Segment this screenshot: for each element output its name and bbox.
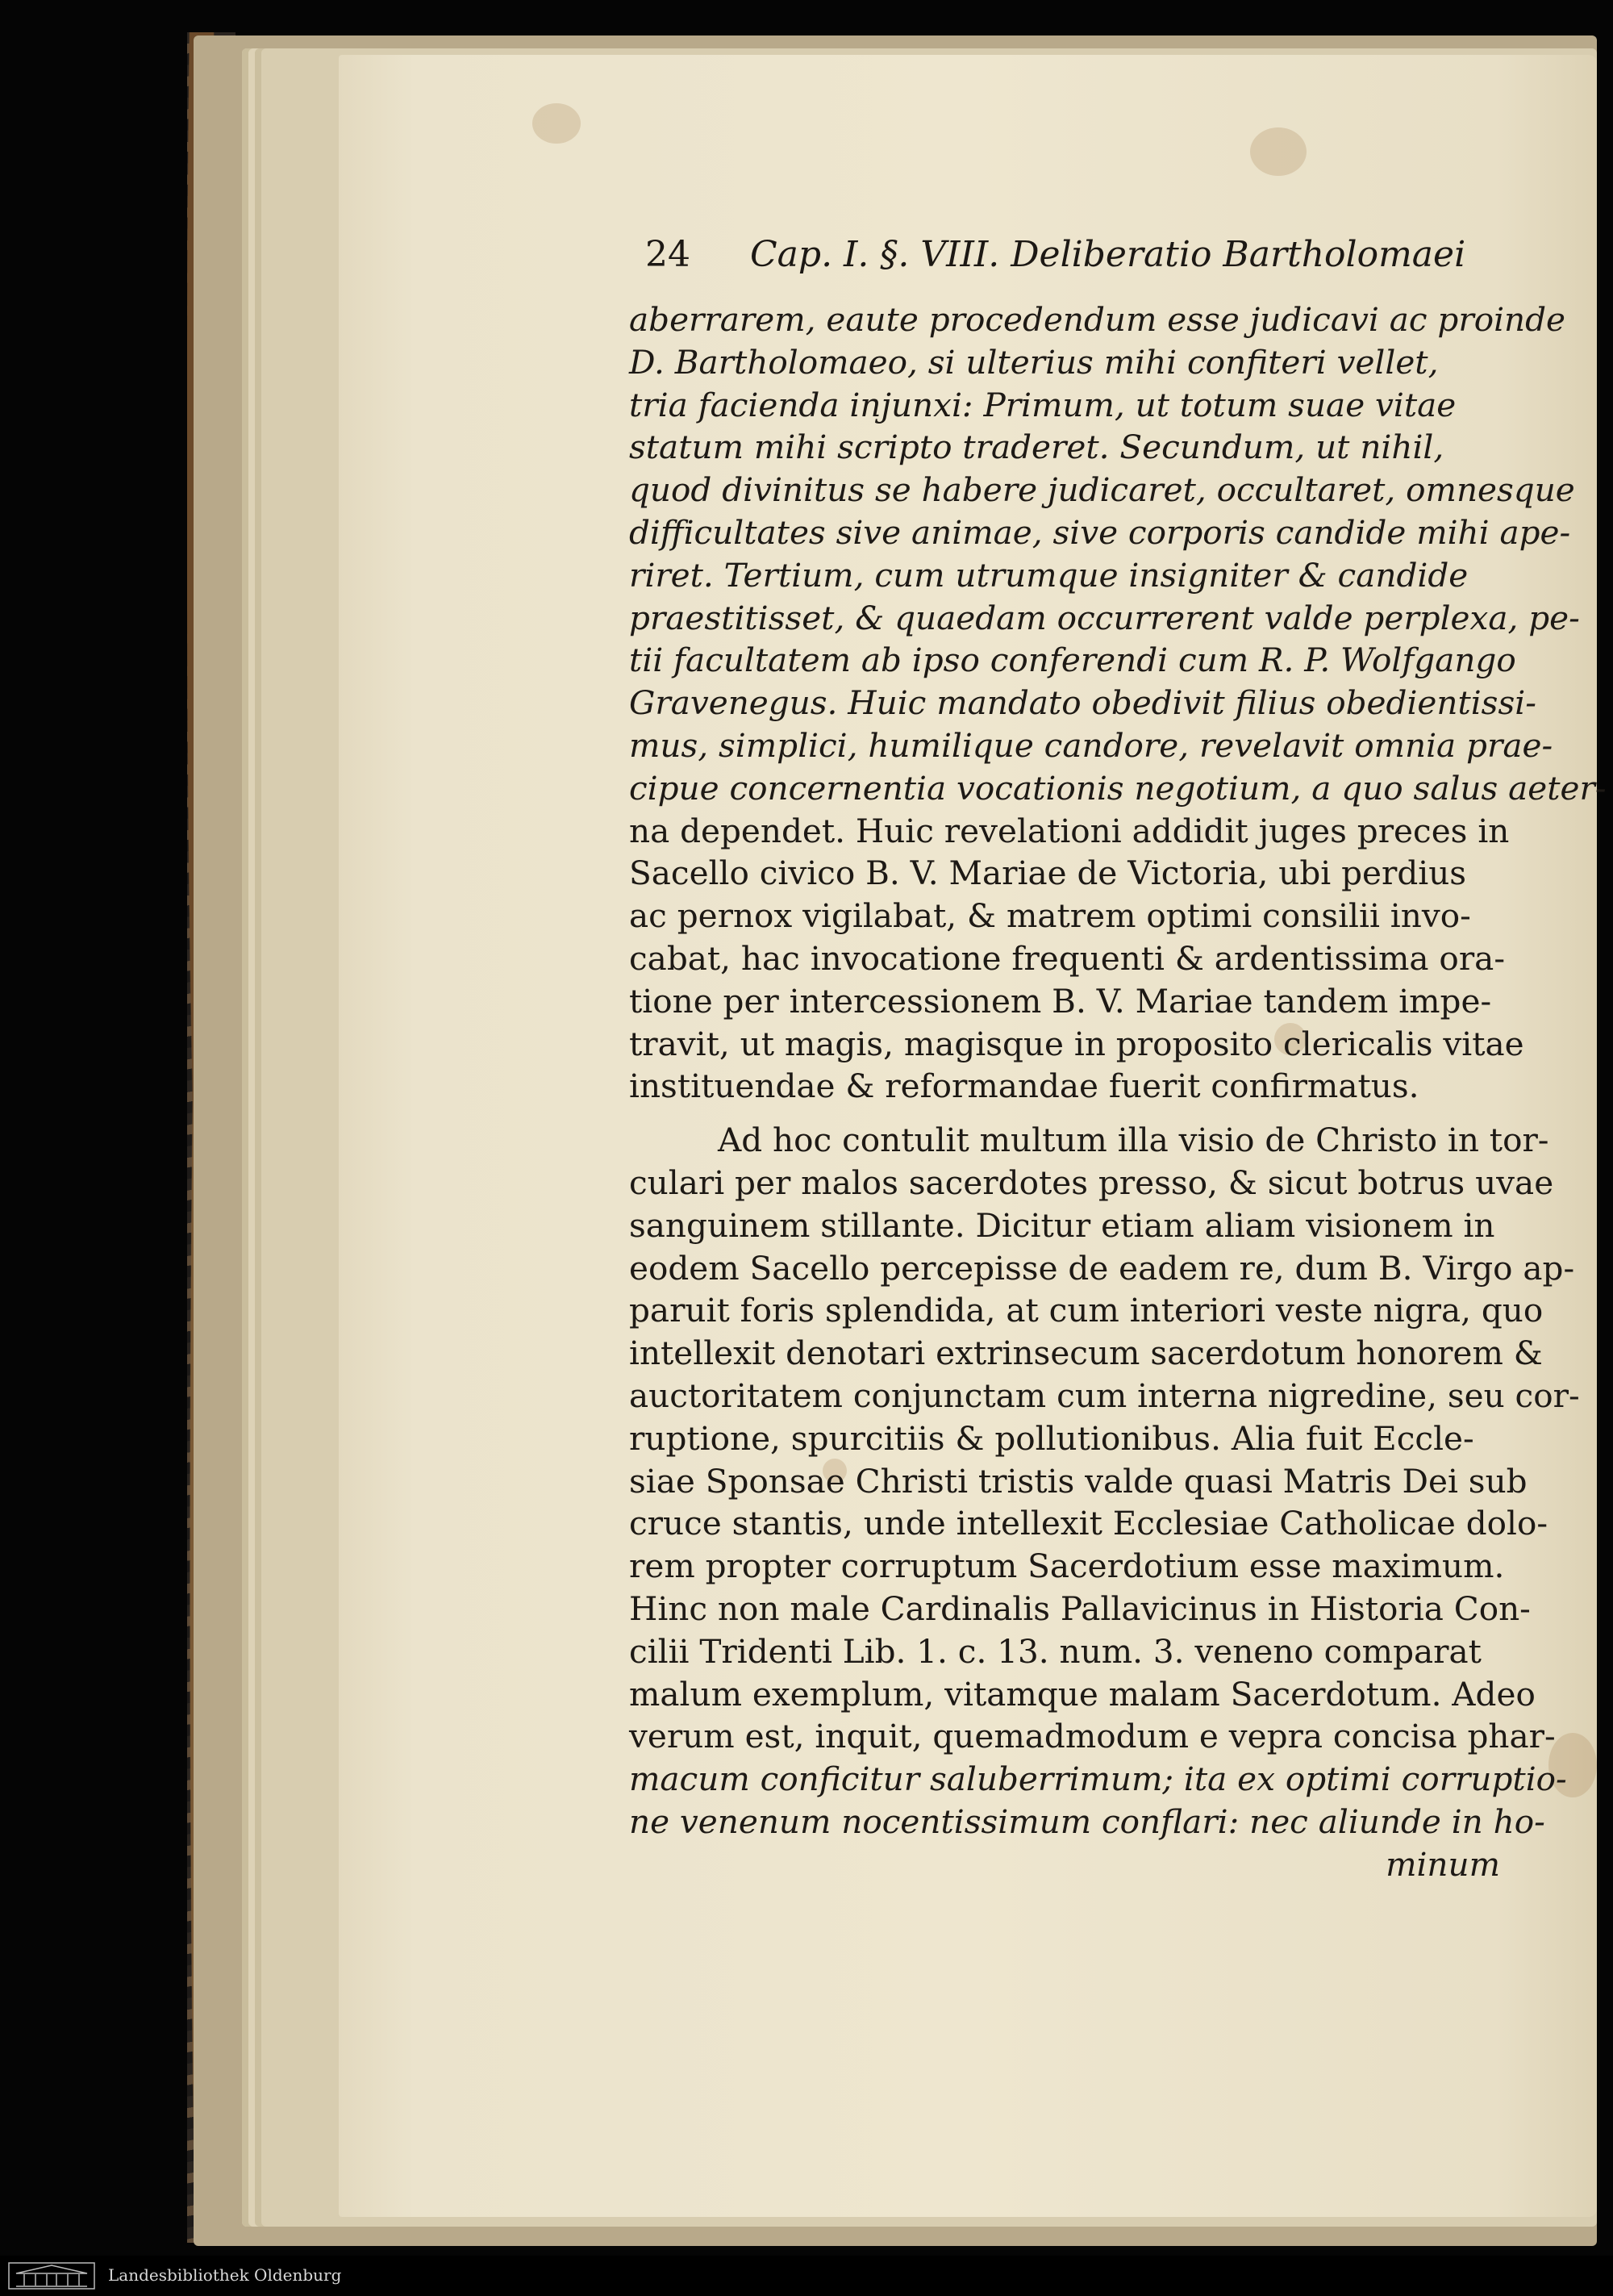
library-name: Landesbibliothek Oldenburg — [108, 2265, 342, 2285]
page-number: 24 — [645, 234, 690, 275]
foxing-spot — [1250, 127, 1307, 176]
text-line: cabat, hac invocatione frequenti & ardentissima ora- — [629, 938, 1506, 978]
text-line: Ad hoc contulit multum illa visio de Christo in tor- — [718, 1121, 1549, 1160]
text-line: paruit foris splendida, at cum interiori veste nigra, quo — [629, 1291, 1544, 1330]
text-line: mus, simplici, humilique candore, revelavit omnia prae- — [629, 725, 1553, 765]
paragraph-gap — [629, 1108, 1532, 1119]
library-building-icon — [8, 2262, 95, 2290]
text-line: travit, ut magis, magisque in proposito clericalis vitae — [629, 1024, 1524, 1063]
text-line: culari per malos sacerdotes presso, & sicut botrus uvae — [629, 1163, 1554, 1202]
text-line: statum mihi scripto traderet. Secundum, ut nihil, — [629, 428, 1444, 467]
text-line: macum conficitur saluberrimum; ita ex optimi corruptio- — [629, 1760, 1567, 1799]
text-line: difficultates sive animae, sive corporis candide mihi ape- — [629, 512, 1571, 552]
catchword: minum — [1386, 1844, 1500, 1884]
text-line: auctoritatem conjunctam cum interna nigredine, seu cor- — [629, 1376, 1580, 1415]
running-title: Cap. I. §. VIII. Deliberatio Bartholomaei — [750, 234, 1466, 275]
text-line: Hinc non male Cardinalis Pallavicinus in Historia Con- — [629, 1588, 1531, 1628]
text-line: sanguinem stillante. Dicitur etiam aliam visionem in — [629, 1205, 1495, 1245]
text-line: quod divinitus se habere judicaret, occultaret, omnesque — [629, 470, 1575, 510]
text-line: riret. Tertium, cum utrumque insigniter & candide — [629, 555, 1469, 595]
text-line: tione per intercessionem B. V. Mariae tandem impe- — [629, 981, 1492, 1021]
text-line: cilii Tridenti Lib. 1. c. 13. num. 3. veneno comparat — [629, 1631, 1482, 1671]
text-line: Gravenegus. Huic mandato obedivit filius obedientissi- — [629, 683, 1536, 723]
text-line: siae Sponsae Christi tristis valde quasi Matris Dei sub — [629, 1461, 1528, 1501]
body-text — [629, 298, 1607, 1885]
text-line: verum est, inquit, quemadmodum e vepra concisa phar- — [629, 1717, 1556, 1756]
text-line: Sacello civico B. V. Mariae de Victoria, ubi perdius — [629, 854, 1467, 893]
text-line: ac pernox vigilabat, & matrem optimi consilii invo- — [629, 896, 1471, 936]
text-line: cipue concernentia vocationis negotium, a quo salus aeter- — [629, 768, 1607, 808]
running-header — [645, 234, 1532, 290]
text-line: ne venenum nocentissimum conflari: nec aliunde in ho- — [629, 1801, 1545, 1841]
text-line: praestitisset, & quaedam occurrerent valde perplexa, pe- — [629, 598, 1580, 637]
text-line: intellexit denotari extrinsecum sacerdotum honorem & — [629, 1334, 1543, 1373]
text-line: aberrarem, eaute procedendum esse judicavi ac proinde — [629, 300, 1566, 339]
text-line: tria facienda injunxi: Primum, ut totum suae vitae — [629, 385, 1457, 424]
text-line: instituendae & reformandae fuerit confirmatus. — [629, 1067, 1419, 1106]
text-line: eodem Sacello percepisse de eadem re, dum B. Virgo ap- — [629, 1248, 1575, 1288]
text-line: na dependet. Huic revelationi addidit juges preces in — [629, 811, 1510, 850]
text-line: rem propter corruptum Sacerdotium esse maximum. — [629, 1547, 1505, 1586]
text-line: tii facultatem ab ipso conferendi cum R. P. Wolfgango — [629, 641, 1516, 680]
footer-bar — [0, 2256, 1613, 2296]
text-line: malum exemplum, vitamque malam Sacerdotum. Adeo — [629, 1674, 1536, 1714]
text-line: ruptione, spurcitiis & pollutionibus. Alia fuit Eccle- — [629, 1418, 1474, 1458]
text-line: D. Bartholomaeo, si ulterius mihi confiteri vellet, — [629, 342, 1439, 382]
foxing-spot — [532, 103, 581, 144]
text-line: cruce stantis, unde intellexit Ecclesiae Catholicae dolo- — [629, 1504, 1548, 1543]
